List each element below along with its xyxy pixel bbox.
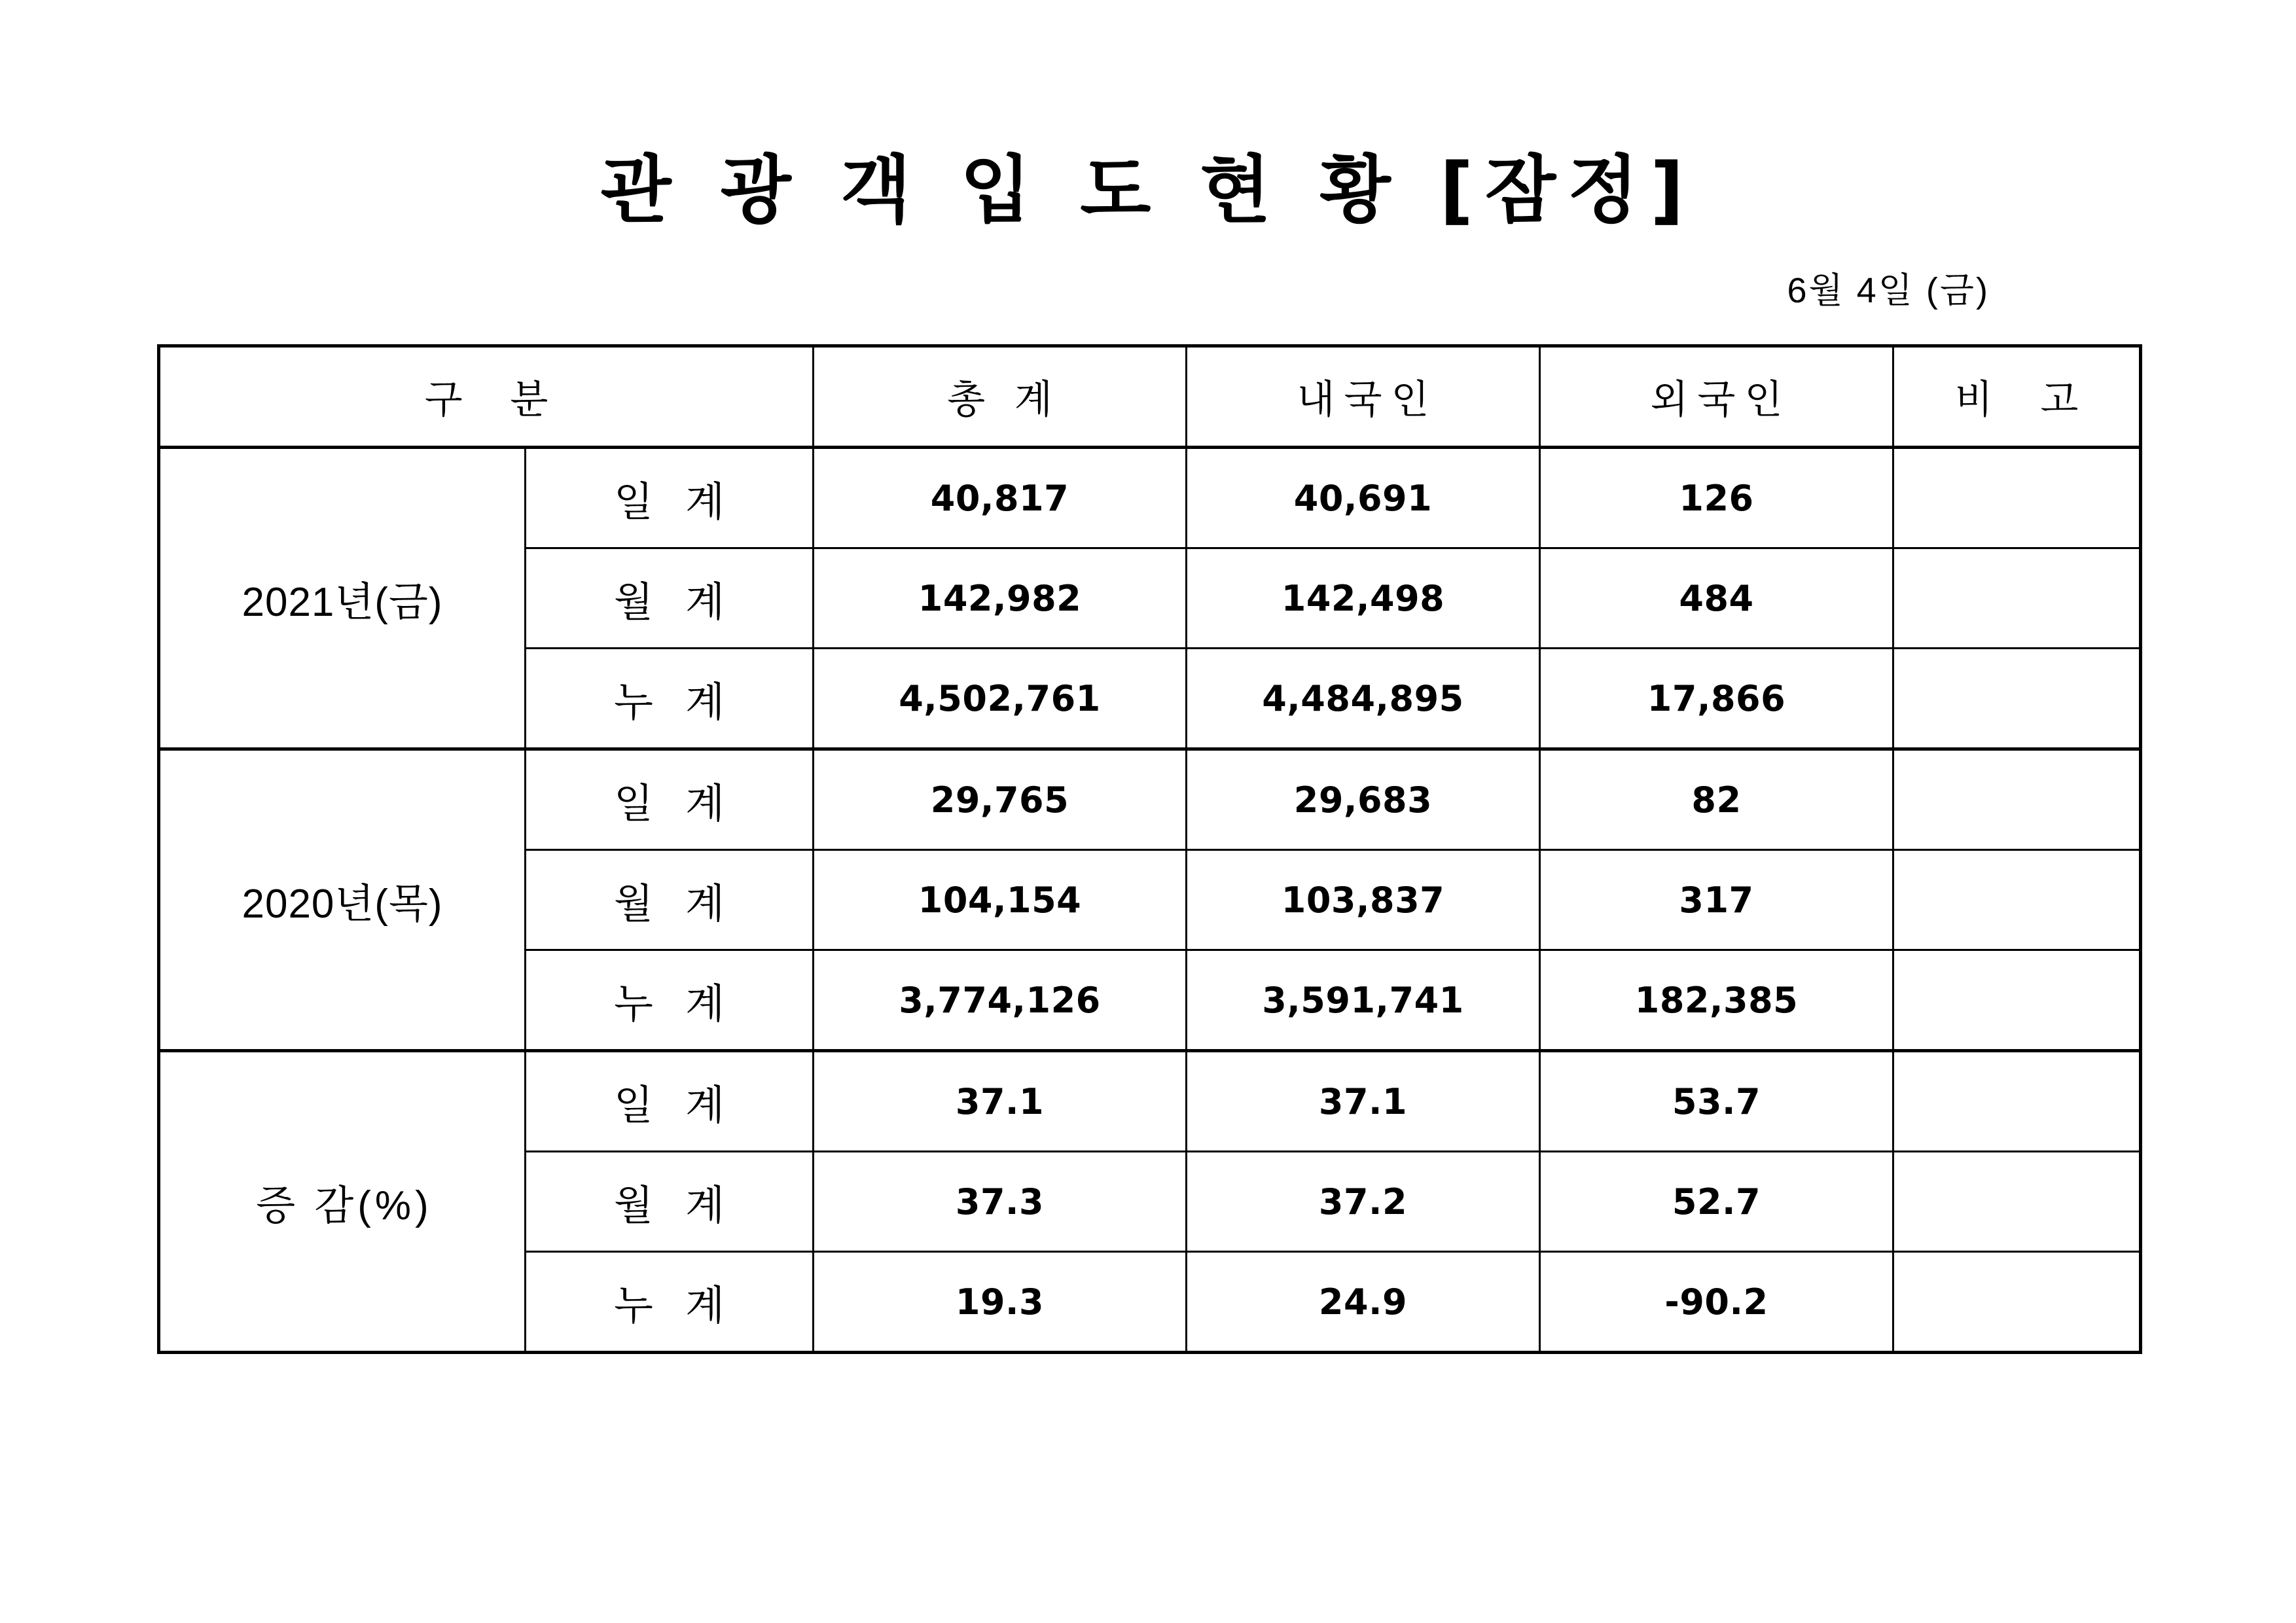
- table-body: [159, 448, 2141, 1353]
- cell-domestic: 37.2: [1187, 1152, 1540, 1252]
- page-title: 관 광 객 입 도 현 황 [잠정]: [600, 148, 1696, 233]
- table-row: [159, 448, 2141, 548]
- cell-domestic: 103,837: [1187, 850, 1540, 950]
- cell-foreign: 484: [1540, 548, 1893, 649]
- table-row: [159, 749, 2141, 850]
- cell-foreign: 52.7: [1540, 1152, 1893, 1252]
- row-group-label-change: 증 감(%): [159, 1051, 526, 1353]
- row-group-label-2021: 2021년(금): [159, 448, 526, 749]
- row-period-label: 월 계: [526, 850, 814, 950]
- cell-note: [1893, 1152, 2141, 1252]
- row-period-label: 일 계: [526, 1051, 814, 1152]
- cell-note: [1893, 1252, 2141, 1353]
- cell-domestic: 29,683: [1187, 749, 1540, 850]
- tourist-arrivals-table-container: [0, 344, 2296, 1354]
- table-header: [159, 346, 2141, 448]
- row-period-label: 일 계: [526, 448, 814, 548]
- row-period-label: 누 계: [526, 1252, 814, 1353]
- cell-note: [1893, 548, 2141, 649]
- cell-note: [1893, 950, 2141, 1051]
- row-group-label-2020: 2020년(목): [159, 749, 526, 1051]
- column-header-domestic: 내국인: [1187, 346, 1540, 448]
- column-header-gubun: 구 분: [159, 346, 814, 448]
- cell-total: 37.1: [814, 1051, 1187, 1152]
- cell-total: 19.3: [814, 1252, 1187, 1353]
- column-header-foreign: 외국인: [1540, 346, 1893, 448]
- column-header-note: 비 고: [1893, 346, 2141, 448]
- cell-total: 37.3: [814, 1152, 1187, 1252]
- row-period-label: 월 계: [526, 1152, 814, 1252]
- cell-note: [1893, 448, 2141, 548]
- cell-note: [1893, 850, 2141, 950]
- row-period-label: 누 계: [526, 950, 814, 1051]
- cell-domestic: 4,484,895: [1187, 649, 1540, 749]
- cell-foreign: -90.2: [1540, 1252, 1893, 1353]
- cell-total: 3,774,126: [814, 950, 1187, 1051]
- cell-domestic: 3,591,741: [1187, 950, 1540, 1051]
- cell-domestic: 40,691: [1187, 448, 1540, 548]
- row-period-label: 일 계: [526, 749, 814, 850]
- cell-domestic: 142,498: [1187, 548, 1540, 649]
- cell-total: 104,154: [814, 850, 1187, 950]
- cell-foreign: 82: [1540, 749, 1893, 850]
- cell-total: 4,502,761: [814, 649, 1187, 749]
- cell-domestic: 37.1: [1187, 1051, 1540, 1152]
- cell-note: [1893, 1051, 2141, 1152]
- report-date: 6월 4일 (금): [1787, 271, 1990, 311]
- row-period-label: 누 계: [526, 649, 814, 749]
- cell-foreign: 17,866: [1540, 649, 1893, 749]
- cell-total: 40,817: [814, 448, 1187, 548]
- cell-foreign: 317: [1540, 850, 1893, 950]
- row-period-label: 월 계: [526, 548, 814, 649]
- column-header-total: 총 계: [814, 346, 1187, 448]
- cell-total: 142,982: [814, 548, 1187, 649]
- cell-foreign: 182,385: [1540, 950, 1893, 1051]
- cell-note: [1893, 649, 2141, 749]
- cell-foreign: 126: [1540, 448, 1893, 548]
- table-row: [159, 1051, 2141, 1152]
- cell-domestic: 24.9: [1187, 1252, 1540, 1353]
- cell-foreign: 53.7: [1540, 1051, 1893, 1152]
- table-header-row: [159, 346, 2141, 448]
- cell-note: [1893, 749, 2141, 850]
- tourist-arrivals-table: [157, 344, 2142, 1354]
- cell-total: 29,765: [814, 749, 1187, 850]
